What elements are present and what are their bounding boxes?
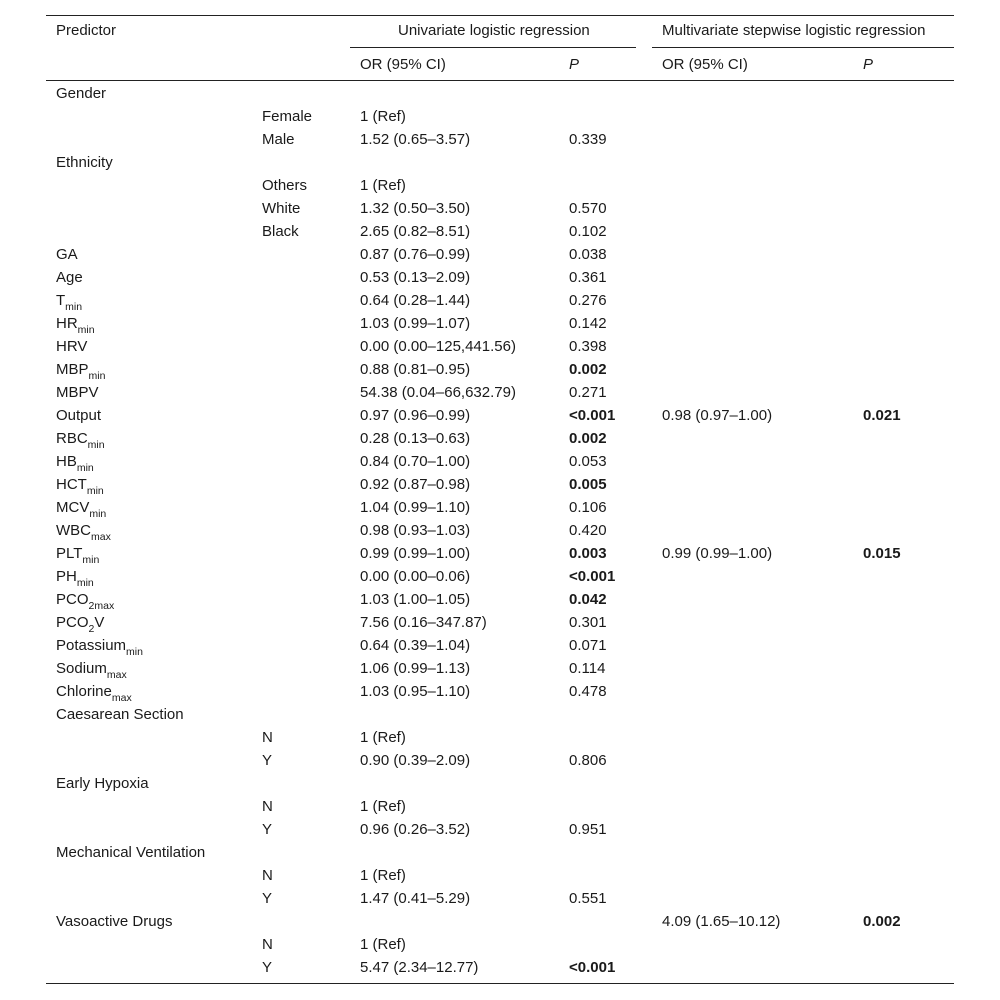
predictor-subscript: min: [76, 577, 94, 589]
multivariate-or-cell: 0.98 (0.97–1.00): [662, 407, 773, 424]
predictor-subscript: max: [111, 692, 132, 704]
predictor-cell: [56, 358, 105, 381]
predictor-cell: [56, 381, 99, 404]
predictor-cell: [56, 496, 106, 519]
predictor-cell: [56, 312, 95, 335]
predictor-name: HB: [56, 453, 77, 470]
univariate-p-cell: 0.002: [569, 430, 607, 447]
univariate-or-cell: 1.32 (0.50–3.50): [360, 200, 471, 217]
table-row: [46, 128, 954, 151]
univariate-or-cell: 0.00 (0.00–125,441.56): [360, 338, 516, 355]
predictor-subscript: min: [87, 439, 105, 451]
univariate-p-cell: 0.339: [569, 131, 607, 148]
predictor-name: MCV: [56, 499, 90, 516]
predictor-name: Mechanical Ventilation: [56, 844, 206, 861]
predictor-subscript: min: [89, 508, 107, 520]
table-row: [46, 772, 954, 795]
univariate-p-cell: 0.398: [569, 338, 607, 355]
univariate-or-cell: 2.65 (0.82–8.51): [360, 223, 471, 240]
table-row: [46, 818, 954, 841]
bottom-rule: [46, 983, 954, 984]
table-row: [46, 519, 954, 542]
header-or-ci-multi: OR (95% CI): [662, 56, 748, 73]
predictor-name: HR: [56, 315, 78, 332]
univariate-p-cell: 0.806: [569, 752, 607, 769]
univariate-p-cell: 0.003: [569, 545, 607, 562]
univariate-or-cell: 0.98 (0.93–1.03): [360, 522, 471, 539]
category-cell: Y: [262, 752, 273, 769]
univariate-or-cell: 0.64 (0.39–1.04): [360, 637, 471, 654]
table-row: [46, 105, 954, 128]
table-row: [46, 151, 954, 174]
table-row: [46, 266, 954, 289]
predictor-name: MBPV: [56, 384, 99, 401]
table-row: [46, 657, 954, 680]
predictor-subscript: max: [106, 669, 127, 681]
univariate-p-cell: 0.102: [569, 223, 607, 240]
multivariate-underline: [652, 47, 954, 48]
table-row: [46, 749, 954, 772]
table-row: [46, 611, 954, 634]
table-row: [46, 243, 954, 266]
predictor-name: PCO: [56, 614, 89, 631]
univariate-p-cell: 0.142: [569, 315, 607, 332]
univariate-or-cell: 0.90 (0.39–2.09): [360, 752, 471, 769]
predictor-name: Ethnicity: [56, 154, 113, 171]
header-or-ci: OR (95% CI): [360, 56, 446, 73]
table-row: [46, 381, 954, 404]
category-cell: Others: [262, 177, 308, 194]
univariate-or-cell: 5.47 (2.34–12.77): [360, 959, 479, 976]
predictor-cell: [56, 634, 143, 657]
predictor-name: MBP: [56, 361, 89, 378]
univariate-or-cell: 0.00 (0.00–0.06): [360, 568, 471, 585]
univariate-p-cell: 0.114: [569, 660, 606, 677]
header-multivariate: Multivariate stepwise logistic regression: [662, 22, 926, 39]
header-rule: [46, 80, 954, 81]
univariate-or-cell: 1.03 (0.95–1.10): [360, 683, 471, 700]
univariate-or-cell: 1.04 (0.99–1.10): [360, 499, 471, 516]
predictor-cell: [56, 473, 104, 496]
table-row: [46, 312, 954, 335]
univariate-p-cell: 0.106: [569, 499, 607, 516]
predictor-cell: [56, 450, 94, 473]
univariate-p-cell: 0.478: [569, 683, 607, 700]
table-row: [46, 565, 954, 588]
univariate-or-cell: 1 (Ref): [360, 729, 406, 746]
predictor-cell: [56, 588, 114, 611]
univariate-or-cell: 0.97 (0.96–0.99): [360, 407, 471, 424]
univariate-or-cell: 0.28 (0.13–0.63): [360, 430, 471, 447]
category-cell: Y: [262, 821, 273, 838]
predictor-cell: [56, 841, 205, 864]
header-p-multi: P: [863, 56, 874, 73]
univariate-p-cell: 0.002: [569, 361, 607, 378]
predictor-cell: [56, 772, 149, 795]
table-row: [46, 197, 954, 220]
table-row: [46, 335, 954, 358]
table-row: [46, 427, 954, 450]
univariate-p-cell: 0.276: [569, 292, 607, 309]
multivariate-or-cell: 4.09 (1.65–10.12): [662, 913, 781, 930]
predictor-name: Gender: [56, 85, 107, 102]
predictor-subscript: min: [76, 462, 94, 474]
univariate-p-cell: 0.071: [569, 637, 607, 654]
predictor-cell: [56, 266, 83, 289]
univariate-p-cell: 0.005: [569, 476, 607, 493]
category-cell: N: [262, 729, 273, 746]
predictor-cell: [56, 151, 113, 174]
predictor-name: Sodium: [56, 660, 107, 677]
predictor-cell: [56, 910, 172, 933]
univariate-or-cell: 1 (Ref): [360, 177, 406, 194]
univariate-or-cell: 0.84 (0.70–1.00): [360, 453, 471, 470]
univariate-or-cell: 0.99 (0.99–1.00): [360, 545, 471, 562]
predictor-name: HRV: [56, 338, 88, 355]
predictor-subscript: min: [126, 646, 143, 658]
univariate-p-cell: 0.570: [569, 200, 607, 217]
univariate-or-cell: 0.87 (0.76–0.99): [360, 246, 471, 263]
table-row: [46, 887, 954, 910]
univariate-p-cell: <0.001: [569, 407, 616, 424]
univariate-p-cell: 0.551: [569, 890, 607, 907]
univariate-or-cell: 0.88 (0.81–0.95): [360, 361, 471, 378]
univariate-p-cell: 0.038: [569, 246, 607, 263]
predictor-name: RBC: [56, 430, 88, 447]
table-row: [46, 473, 954, 496]
predictor-cell: [56, 243, 78, 266]
predictor-suffix: V: [94, 614, 105, 631]
univariate-p-cell: 0.361: [569, 269, 607, 286]
univariate-or-cell: 1 (Ref): [360, 936, 406, 953]
predictor-subscript: 2: [88, 623, 95, 635]
category-cell: White: [262, 200, 301, 217]
multivariate-p-cell: 0.015: [863, 545, 901, 562]
table-row: [46, 496, 954, 519]
table-row: [46, 841, 954, 864]
predictor-name: Chlorine: [56, 683, 112, 700]
header-univariate: Univariate logistic regression: [398, 22, 590, 39]
table-row: [46, 588, 954, 611]
table-row: [46, 956, 954, 979]
predictor-name: Age: [56, 269, 83, 286]
table-row: [46, 82, 954, 105]
predictor-name: Early Hypoxia: [56, 775, 149, 792]
category-cell: N: [262, 798, 273, 815]
predictor-subscript: min: [82, 554, 100, 566]
univariate-or-cell: 0.92 (0.87–0.98): [360, 476, 471, 493]
univariate-p-cell: 0.042: [569, 591, 607, 608]
predictor-cell: [56, 680, 132, 703]
univariate-or-cell: 0.64 (0.28–1.44): [360, 292, 471, 309]
univariate-p-cell: 0.420: [569, 522, 607, 539]
predictor-cell: [56, 289, 82, 312]
table-row: [46, 404, 954, 427]
top-rule: [46, 15, 954, 16]
category-cell: Y: [262, 890, 273, 907]
predictor-cell: [56, 703, 184, 726]
table-row: [46, 703, 954, 726]
predictor-name: Caesarean Section: [56, 706, 184, 723]
predictor-name: GA: [56, 246, 78, 263]
univariate-or-cell: 1.47 (0.41–5.29): [360, 890, 471, 907]
table-row: [46, 358, 954, 381]
univariate-or-cell: 1.06 (0.99–1.13): [360, 660, 471, 677]
univariate-p-cell: 0.951: [569, 821, 607, 838]
category-cell: Male: [262, 131, 295, 148]
category-cell: Female: [262, 108, 313, 125]
predictor-subscript: min: [65, 301, 83, 313]
predictor-cell: [56, 657, 127, 680]
predictor-subscript: min: [86, 485, 104, 497]
table-row: [46, 680, 954, 703]
univariate-or-cell: 1 (Ref): [360, 867, 406, 884]
predictor-name: PH: [56, 568, 77, 585]
multivariate-p-cell: 0.021: [863, 407, 901, 424]
header-predictor: Predictor: [56, 22, 117, 39]
predictor-subscript: min: [77, 324, 95, 336]
predictor-cell: [56, 519, 111, 542]
predictor-name: T: [56, 292, 66, 309]
category-cell: N: [262, 936, 273, 953]
predictor-name: Output: [56, 407, 102, 424]
predictor-name: Vasoactive Drugs: [56, 913, 173, 930]
predictor-cell: [56, 565, 94, 588]
univariate-or-cell: 1 (Ref): [360, 798, 406, 815]
predictor-cell: [56, 611, 104, 634]
univariate-or-cell: 1.03 (0.99–1.07): [360, 315, 471, 332]
table-row: [46, 542, 954, 565]
univariate-or-cell: 1.03 (1.00–1.05): [360, 591, 471, 608]
predictor-cell: [56, 427, 105, 450]
predictor-subscript: min: [88, 370, 106, 382]
category-cell: N: [262, 867, 273, 884]
predictor-subscript: 2max: [88, 600, 115, 612]
predictor-subscript: max: [91, 531, 111, 543]
predictor-name: HCT: [56, 476, 87, 493]
predictor-name: WBC: [56, 522, 91, 539]
table-row: [46, 450, 954, 473]
univariate-p-cell: 0.271: [569, 384, 607, 401]
univariate-or-cell: 0.96 (0.26–3.52): [360, 821, 471, 838]
table-row: [46, 795, 954, 818]
univariate-p-cell: <0.001: [569, 959, 616, 976]
univariate-or-cell: 7.56 (0.16–347.87): [360, 614, 487, 631]
univariate-underline: [350, 47, 636, 48]
table-row: [46, 174, 954, 197]
table-row: [46, 726, 954, 749]
univariate-or-cell: 0.53 (0.13–2.09): [360, 269, 471, 286]
multivariate-or-cell: 0.99 (0.99–1.00): [662, 545, 773, 562]
univariate-or-cell: 1.52 (0.65–3.57): [360, 131, 471, 148]
predictor-name: PLT: [56, 545, 83, 562]
table-row: [46, 289, 954, 312]
multivariate-p-cell: 0.002: [863, 913, 901, 930]
table-row: [46, 634, 954, 657]
predictor-name: Potassium: [56, 637, 127, 654]
predictor-cell: [56, 335, 87, 358]
predictor-cell: [56, 82, 106, 105]
predictor-cell: [56, 404, 101, 427]
table-row: [46, 910, 954, 933]
table-row: [46, 864, 954, 887]
predictor-name: PCO: [56, 591, 89, 608]
header-p: P: [569, 56, 580, 73]
category-cell: Y: [262, 959, 273, 976]
univariate-or-cell: 54.38 (0.04–66,632.79): [360, 384, 516, 401]
univariate-or-cell: 1 (Ref): [360, 108, 406, 125]
predictor-cell: [56, 542, 99, 565]
table-row: [46, 220, 954, 243]
table-row: [46, 933, 954, 956]
univariate-p-cell: 0.053: [569, 453, 607, 470]
univariate-p-cell: <0.001: [569, 568, 616, 585]
univariate-p-cell: 0.301: [569, 614, 607, 631]
category-cell: Black: [262, 223, 299, 240]
